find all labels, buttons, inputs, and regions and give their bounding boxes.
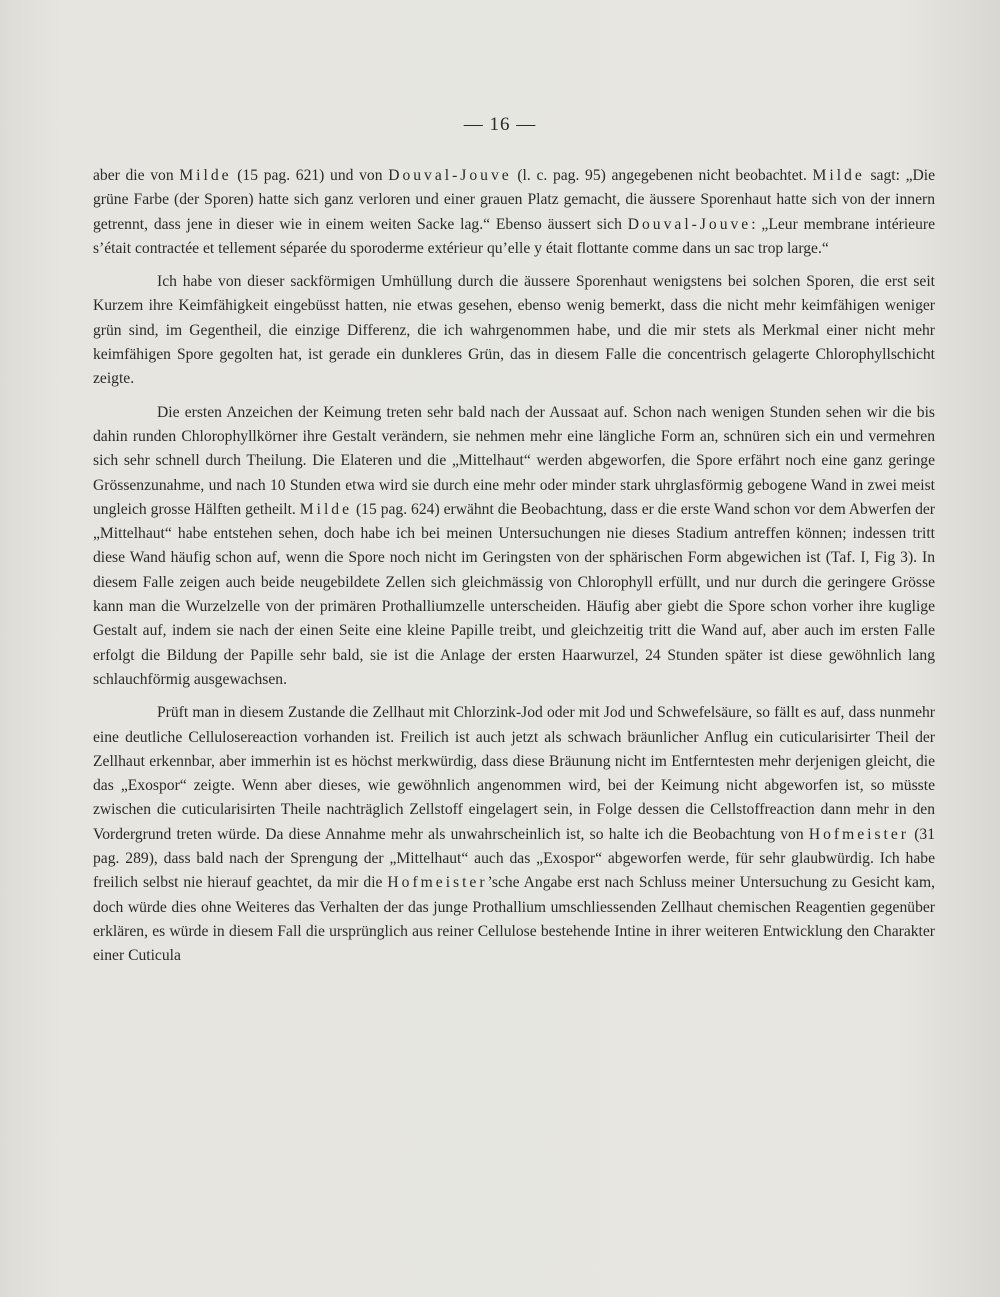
paragraph	[93, 701, 935, 968]
text-run: ’sche Angabe erst nach Schluss meiner Untersuchung zu Gesicht kam, doch würde dies ohne Weiteres das Verhalten der das junge Prothallium umschliessenden Zellhaut chemischen Reagentien gegenüber erklären, es würde in diesem Fall die ursprünglich aus reiner Cellulose bestehende Intine in ihrer weiteren Entwicklung den Charakter einer Cuticula	[93, 874, 935, 965]
text-run: Ich habe von dieser sackförmigen Umhüllung durch die äussere Sporenhaut wenigstens bei solchen Sporen, die erst seit Kurzem ihre Keimfähigkeit eingebüsst hatten, nie etwas gesehen, ebenso wenig bemerkt, dass die nicht mehr keimfähigen weniger grün sind, im Gegentheil, die einzige Differenz, die ich wahrgenommen habe, und die mir stets als Merkmal einer nicht mehr keimfähigen Spore gegolten hat, ist gerade ein dunkleres Grün, das in diesem Falle die concentrisch gelagerte Chlorophyllschicht zeigte.	[93, 273, 935, 388]
text-run: aber die von	[93, 167, 180, 184]
text-run: Prüft man in diesem Zustande die Zellhaut mit Chlorzink-Jod oder mit Jod und Schwefelsäure, so fällt es auf, dass nunmehr eine deutliche Cellulosereaction vorhanden ist. Freilich ist auch jetzt als schwach bräunlicher Anflug ein cuticularisirter Theil der Zellhaut erkennbar, aber immerhin ist es höchst merkwürdig, dass diese Bräunung nicht im Entferntesten mehr derjenigen gleicht, die das „Exospor“ zeigte. Wenn aber dieses, wie gewöhnlich angenommen wird, bei der Keimung nicht abgeworfen ist, so müsste zwischen die cuticularisirten Theile nachträglich Zellstoff eingelagert sein, in Folge dessen die Cellstoffreaction dann mehr in den Vordergrund treten würde. Da diese Annahme mehr als unwahrscheinlich ist, so halte ich die Beobachtung von	[93, 704, 935, 843]
author-name: Hofmeister	[808, 825, 909, 843]
paragraph	[93, 401, 935, 693]
author-name: Douval-Jouve	[627, 215, 752, 233]
text-run: (15 pag. 621) und von	[231, 167, 389, 184]
body-text	[93, 164, 935, 978]
text-run: sagt: „Die grüne Farbe (der Sporen) hatte sich ganz verloren und einer grauen Platz gemacht, die äussere Sporenhaut hatte sich von der innern getrennt, dass jene in dieser wie in einem weiten Sacke lag.“ Ebenso äussert sich	[93, 167, 936, 233]
author-name: Milde	[179, 167, 232, 184]
author-name: Milde	[812, 167, 865, 184]
text-run: (31 pag. 289), dass bald nach der Sprengung der „Mittelhaut“ auch das „Exospor“ abgeworfen werde, für sehr glaubwürdig. Ich habe freilich selbst nie hierauf geachtet, da mir die	[93, 825, 935, 892]
text-run: (l. c. pag. 95) angegebenen nicht beobachtet.	[511, 167, 813, 184]
text-run: : „Leur membrane intérieure s’était contractée et tellement séparée du sporoderme extérieur qu’elle y était flottante comme dans un sac trop large.“	[93, 215, 936, 257]
paragraph	[93, 270, 935, 391]
author-name: Milde	[299, 500, 353, 518]
text-run: (15 pag. 624) erwähnt die Beobachtung, dass er die erste Wand schon vor dem Abwerfen der „Mittelhaut“ habe entstehen sehen, doch habe ich bei meinen Untersuchungen nie dieses Stadium antreffen können; indessen tritt diese Wand häufig schon auf, wenn die Spore noch nicht im Geringsten von der sphärischen Form abgewichen ist (Taf. I, Fig 3). In diesem Falle zeigen auch beide neugebildete Zellen sich gleichmässig von Chlorophyll erfüllt, und nur durch die geringere Grösse kann man die Wurzelzelle von der primären Prothalliumzelle unterscheiden. Häufig aber giebt die Spore schon vorher ihre kuglige Gestalt auf, indem sie nach der einen Seite eine kleine Papille treibt, und gleichzeitig tritt die Wand auf, aber auch im ersten Falle erfolgt die Bildung der Papille sehr bald, sie ist die Anlage der ersten Haarwurzel, 24 Stunden später ist diese gewöhnlich lang schlauchförmig ausgewachsen.	[93, 500, 935, 688]
paragraph	[93, 164, 935, 261]
author-name: Douval-Jouve	[388, 167, 512, 184]
page-number: — 16 —	[463, 114, 537, 135]
author-name: Hofmeister	[387, 874, 488, 892]
text-run: Die ersten Anzeichen der Keimung treten sehr bald nach der Aussaat auf. Schon nach wenigen Stunden sehen wir die bis dahin runden Chlorophyllkörner ihre Gestalt verändern, sie nehmen mehr eine längliche Form an, schnüren sich ein und vermehren sich sehr schnell durch Theilung. Die Elateren und die „Mittelhaut“ werden abgeworfen, die Spore erfährt noch eine ganz geringe Grössenzunahme, und nach 10 Stunden etwa wird sie durch eine mehr oder minder stark uhrglasförmig gebogene Wand in zwei meist ungleich grosse Hälften getheilt.	[93, 403, 935, 518]
